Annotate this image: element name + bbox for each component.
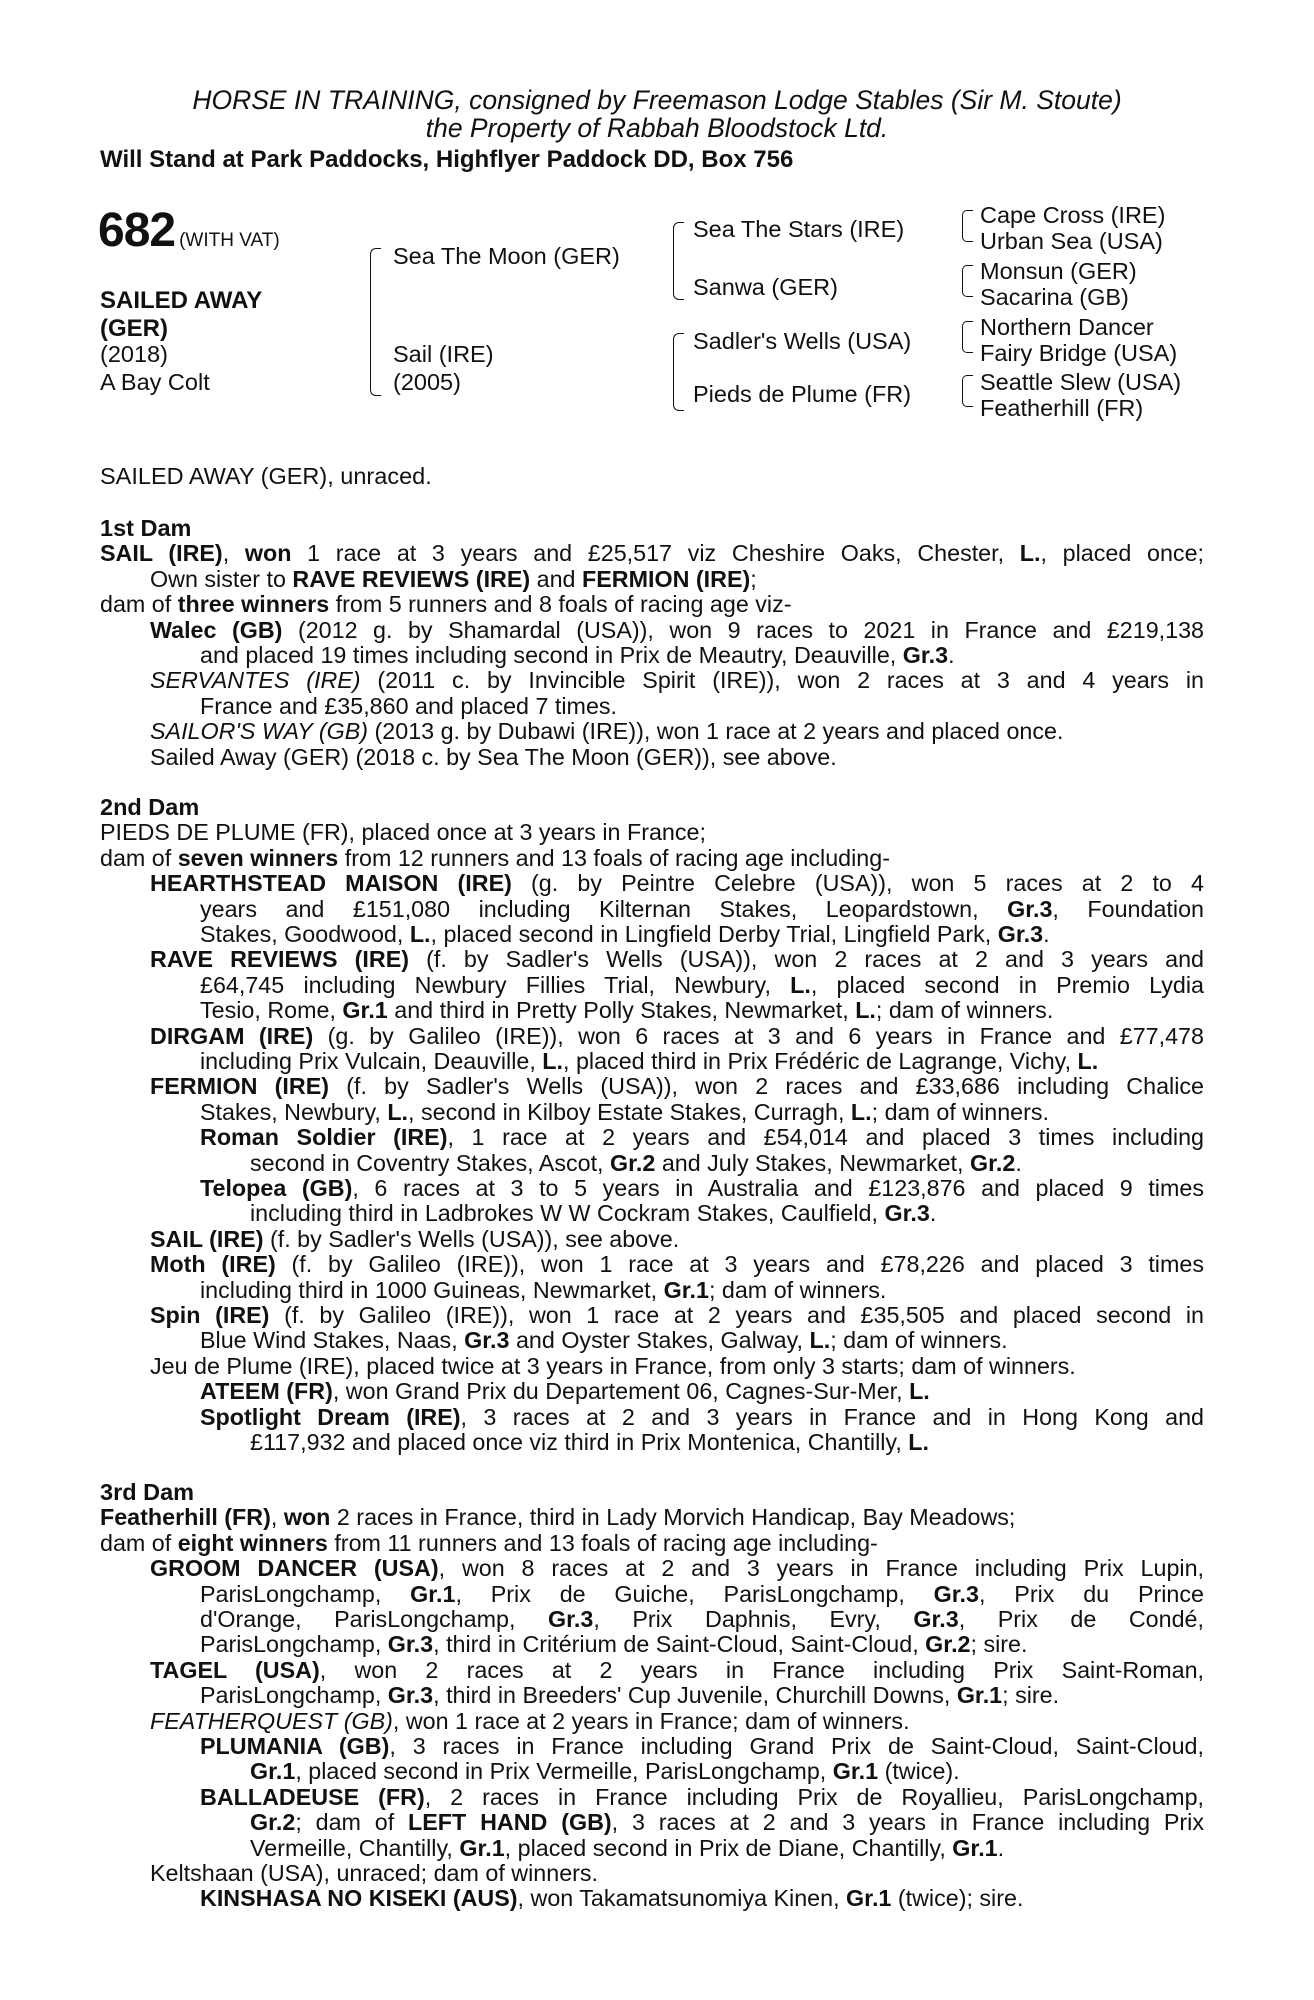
second-dam-line: Blue Wind Stakes, Naas, Gr.3 and Oyster Stakes, Galway, L.; dam of winners.: [200, 1328, 1008, 1354]
first-dam-line: SAIL (IRE), won 1 race at 3 years and £25,517 viz Cheshire Oaks, Chester, L., placed once;: [100, 541, 1204, 567]
lot-number-block: [98, 203, 280, 258]
third-dam-line: ParisLongchamp, Gr.1, Prix de Guiche, ParisLongchamp, Gr.3, Prix du Prince: [200, 1581, 1204, 1607]
third-dam-line: KINSHASA NO KISEKI (AUS), won Takamatsunomiya Kinen, Gr.1 (twice); sire.: [200, 1886, 1024, 1912]
third-dam-line: Vermeille, Chantilly, Gr.1, placed second in Prix de Diane, Chantilly, Gr.1.: [250, 1835, 1005, 1861]
third-dam-line: BALLADEUSE (FR), 2 races in France including Prix de Royallieu, ParisLongchamp,: [200, 1784, 1204, 1810]
consignor-line: HORSE IN TRAINING, consigned by Freemason Lodge Stables (Sir M. Stoute): [192, 85, 1122, 115]
second-dam-line: including Prix Vulcain, Deauville, L., placed third in Prix Frédéric de Lagrange, Vichy, L.: [200, 1048, 1099, 1074]
pedigree-bracket-g2: [962, 265, 973, 297]
second-dam-title: 2nd Dam: [100, 794, 200, 820]
first-dam-line: SERVANTES (IRE) (2011 c. by Invincible Spirit (IRE)), won 2 races at 3 and 4 years in: [150, 668, 1204, 694]
horse-summary: SAILED AWAY (GER), unraced.: [100, 463, 432, 489]
second-dam-line: including third in Ladbrokes W W Cockram Stakes, Caulfield, Gr.3.: [250, 1201, 937, 1227]
pedigree-dam-sire: Sadler's Wells (USA): [693, 328, 912, 354]
owner-line: the Property of Rabbah Bloodstock Ltd.: [425, 113, 889, 143]
third-dam-title: 3rd Dam: [100, 1479, 195, 1505]
pedigree-dam-year: (2005): [393, 369, 461, 395]
pedigree-bracket-main: [370, 248, 381, 396]
first-dam-line: France and £35,860 and placed 7 times.: [200, 693, 618, 719]
second-dam-line: dam of seven winners from 12 runners and 13 foals of racing age including-: [100, 845, 890, 871]
pedigree-dam: Sail (IRE): [393, 341, 494, 367]
pedigree-g4: Sacarina (GB): [980, 284, 1129, 310]
third-dam-line: ParisLongchamp, Gr.3, third in Breeders' Cup Juvenile, Churchill Downs, Gr.1; sire.: [200, 1683, 1060, 1709]
second-dam-line: Spin (IRE) (f. by Galileo (IRE)), won 1 race at 2 years and £35,505 and placed second in: [150, 1302, 1204, 1328]
pedigree-g7: Seattle Slew (USA): [980, 369, 1182, 395]
third-dam-line: dam of eight winners from 11 runners and 13 foals of racing age including-: [100, 1530, 878, 1556]
second-dam-line: Tesio, Rome, Gr.1 and third in Pretty Polly Stakes, Newmarket, L.; dam of winners.: [200, 998, 1054, 1024]
second-dam-line: DIRGAM (IRE) (g. by Galileo (IRE)), won 6 races at 3 and 6 years in France and £77,478: [150, 1023, 1204, 1049]
horse-year: (2018): [100, 341, 168, 367]
pedigree-dam-dam: Pieds de Plume (FR): [693, 381, 912, 407]
pedigree-bracket-g1: [962, 210, 973, 242]
second-dam-line: Telopea (GB), 6 races at 3 to 5 years in Australia and £123,876 and placed 9 times: [200, 1175, 1204, 1201]
pedigree-sire-dam: Sanwa (GER): [693, 274, 838, 300]
third-dam-line: Keltshaan (USA), unraced; dam of winners.: [150, 1860, 599, 1886]
first-dam-line: Sailed Away (GER) (2018 c. by Sea The Moon (GER)), see above.: [150, 744, 837, 770]
third-dam-line: Gr.1, placed second in Prix Vermeille, ParisLongchamp, Gr.1 (twice).: [250, 1759, 960, 1785]
first-dam-line: SAILOR'S WAY (GB) (2013 g. by Dubawi (IRE)), won 1 race at 2 years and placed once.: [150, 719, 1064, 745]
second-dam-line: £117,932 and placed once viz third in Prix Montenica, Chantilly, L.: [250, 1429, 930, 1455]
pedigree-sire-sire: Sea The Stars (IRE): [693, 216, 905, 242]
second-dam-line: PIEDS DE PLUME (FR), placed once at 3 years in France;: [100, 820, 706, 846]
second-dam-line: FERMION (IRE) (f. by Sadler's Wells (USA)), won 2 races and £33,686 including Chalice: [150, 1074, 1204, 1100]
second-dam-line: Stakes, Goodwood, L., placed second in Lingfield Derby Trial, Lingfield Park, Gr.3.: [200, 922, 1050, 947]
first-dam-line: dam of three winners from 5 runners and 8 foals of racing age viz-: [100, 592, 792, 618]
first-dam-title: 1st Dam: [100, 515, 192, 541]
second-dam-line: years and £151,080 including Kilternan Stakes, Leopardstown, Gr.3, Foundation: [200, 896, 1204, 922]
third-dam-line: Gr.2; dam of LEFT HAND (GB), 3 races at 2 and 3 years in France including Prix: [250, 1810, 1204, 1836]
second-dam-line: £64,745 including Newbury Fillies Trial, Newbury, L., placed second in Premio Lydia: [200, 972, 1204, 998]
third-dam-line: FEATHERQUEST (GB), won 1 race at 2 years in France; dam of winners.: [150, 1708, 910, 1734]
pedigree-g5: Northern Dancer: [980, 314, 1154, 340]
second-dam-line: Jeu de Plume (IRE), placed twice at 3 years in France, from only 3 starts; dam of winners.: [150, 1353, 1076, 1379]
second-dam-line: RAVE REVIEWS (IRE) (f. by Sadler's Wells (USA)), won 2 races at 2 and 3 years and: [150, 947, 1204, 973]
second-dam-section: [100, 795, 1204, 1455]
stand-location: Will Stand at Park Paddocks, Highflyer Paddock DD, Box 756: [100, 146, 794, 173]
third-dam-line: ParisLongchamp, Gr.3, third in Critérium de Saint-Cloud, Saint-Cloud, Gr.2; sire.: [200, 1632, 1028, 1658]
pedigree-sire: Sea The Moon (GER): [393, 243, 620, 269]
second-dam-line: ATEEM (FR), won Grand Prix du Departement 06, Cagnes-Sur-Mer, L.: [200, 1379, 930, 1405]
pedigree-bracket-g4: [962, 375, 973, 407]
pedigree-g1: Cape Cross (IRE): [980, 202, 1166, 228]
first-dam-line: Own sister to RAVE REVIEWS (IRE) and FERMION (IRE);: [150, 566, 757, 592]
horse-name: SAILED AWAY: [100, 287, 263, 314]
first-dam-line: Walec (GB) (2012 g. by Shamardal (USA)), won 9 races to 2021 in France and £219,138: [150, 617, 1204, 643]
second-dam-line: Stakes, Newbury, L., second in Kilboy Estate Stakes, Curragh, L.; dam of winners.: [200, 1099, 1050, 1125]
vat-label: (WITH VAT): [179, 230, 280, 251]
third-dam-line: TAGEL (USA), won 2 races at 2 years in France including Prix Saint-Roman,: [150, 1657, 1204, 1683]
second-dam-line: HEARTHSTEAD MAISON (IRE) (g. by Peintre Celebre (USA)), won 5 races at 2 to 4: [150, 871, 1204, 897]
pedigree-bracket-g3: [962, 321, 973, 353]
pedigree-bracket-dam: [673, 333, 684, 411]
pedigree-bracket-sire: [673, 222, 684, 300]
pedigree-g8: Featherhill (FR): [980, 395, 1144, 421]
pedigree-g3: Monsun (GER): [980, 258, 1137, 284]
second-dam-line: Spotlight Dream (IRE), 3 races at 2 and 3 years in France and in Hong Kong and: [200, 1404, 1204, 1430]
third-dam-line: d'Orange, ParisLongchamp, Gr.3, Prix Daphnis, Evry, Gr.3, Prix de Condé,: [200, 1607, 1204, 1632]
horse-description: A Bay Colt: [100, 369, 210, 395]
first-dam-line: and placed 19 times including second in Prix de Meautry, Deauville, Gr.3.: [200, 643, 955, 668]
second-dam-line: including third in 1000 Guineas, Newmarket, Gr.1; dam of winners.: [200, 1277, 887, 1303]
third-dam-line: GROOM DANCER (USA), won 8 races at 2 and 3 years in France including Prix Lupin,: [150, 1556, 1204, 1582]
pedigree-g6: Fairy Bridge (USA): [980, 340, 1178, 366]
second-dam-line: SAIL (IRE) (f. by Sadler's Wells (USA)), see above.: [150, 1226, 680, 1252]
second-dam-line: second in Coventry Stakes, Ascot, Gr.2 and July Stakes, Newmarket, Gr.2.: [250, 1150, 1022, 1176]
third-dam-section: [100, 1480, 1204, 1912]
second-dam-line: Moth (IRE) (f. by Galileo (IRE)), won 1 race at 3 years and £78,226 and placed 3 times: [150, 1252, 1204, 1278]
lot-number: 682: [98, 204, 176, 257]
second-dam-line: Roman Soldier (IRE), 1 race at 2 years and £54,014 and placed 3 times including: [200, 1125, 1204, 1151]
horse-country: (GER): [100, 315, 168, 342]
first-dam-section: [100, 516, 1204, 770]
third-dam-line: Featherhill (FR), won 2 races in France, third in Lady Morvich Handicap, Bay Meadows;: [100, 1505, 1016, 1531]
pedigree-g2: Urban Sea (USA): [980, 228, 1163, 254]
third-dam-line: PLUMANIA (GB), 3 races in France including Grand Prix de Saint-Cloud, Saint-Cloud,: [200, 1734, 1204, 1759]
